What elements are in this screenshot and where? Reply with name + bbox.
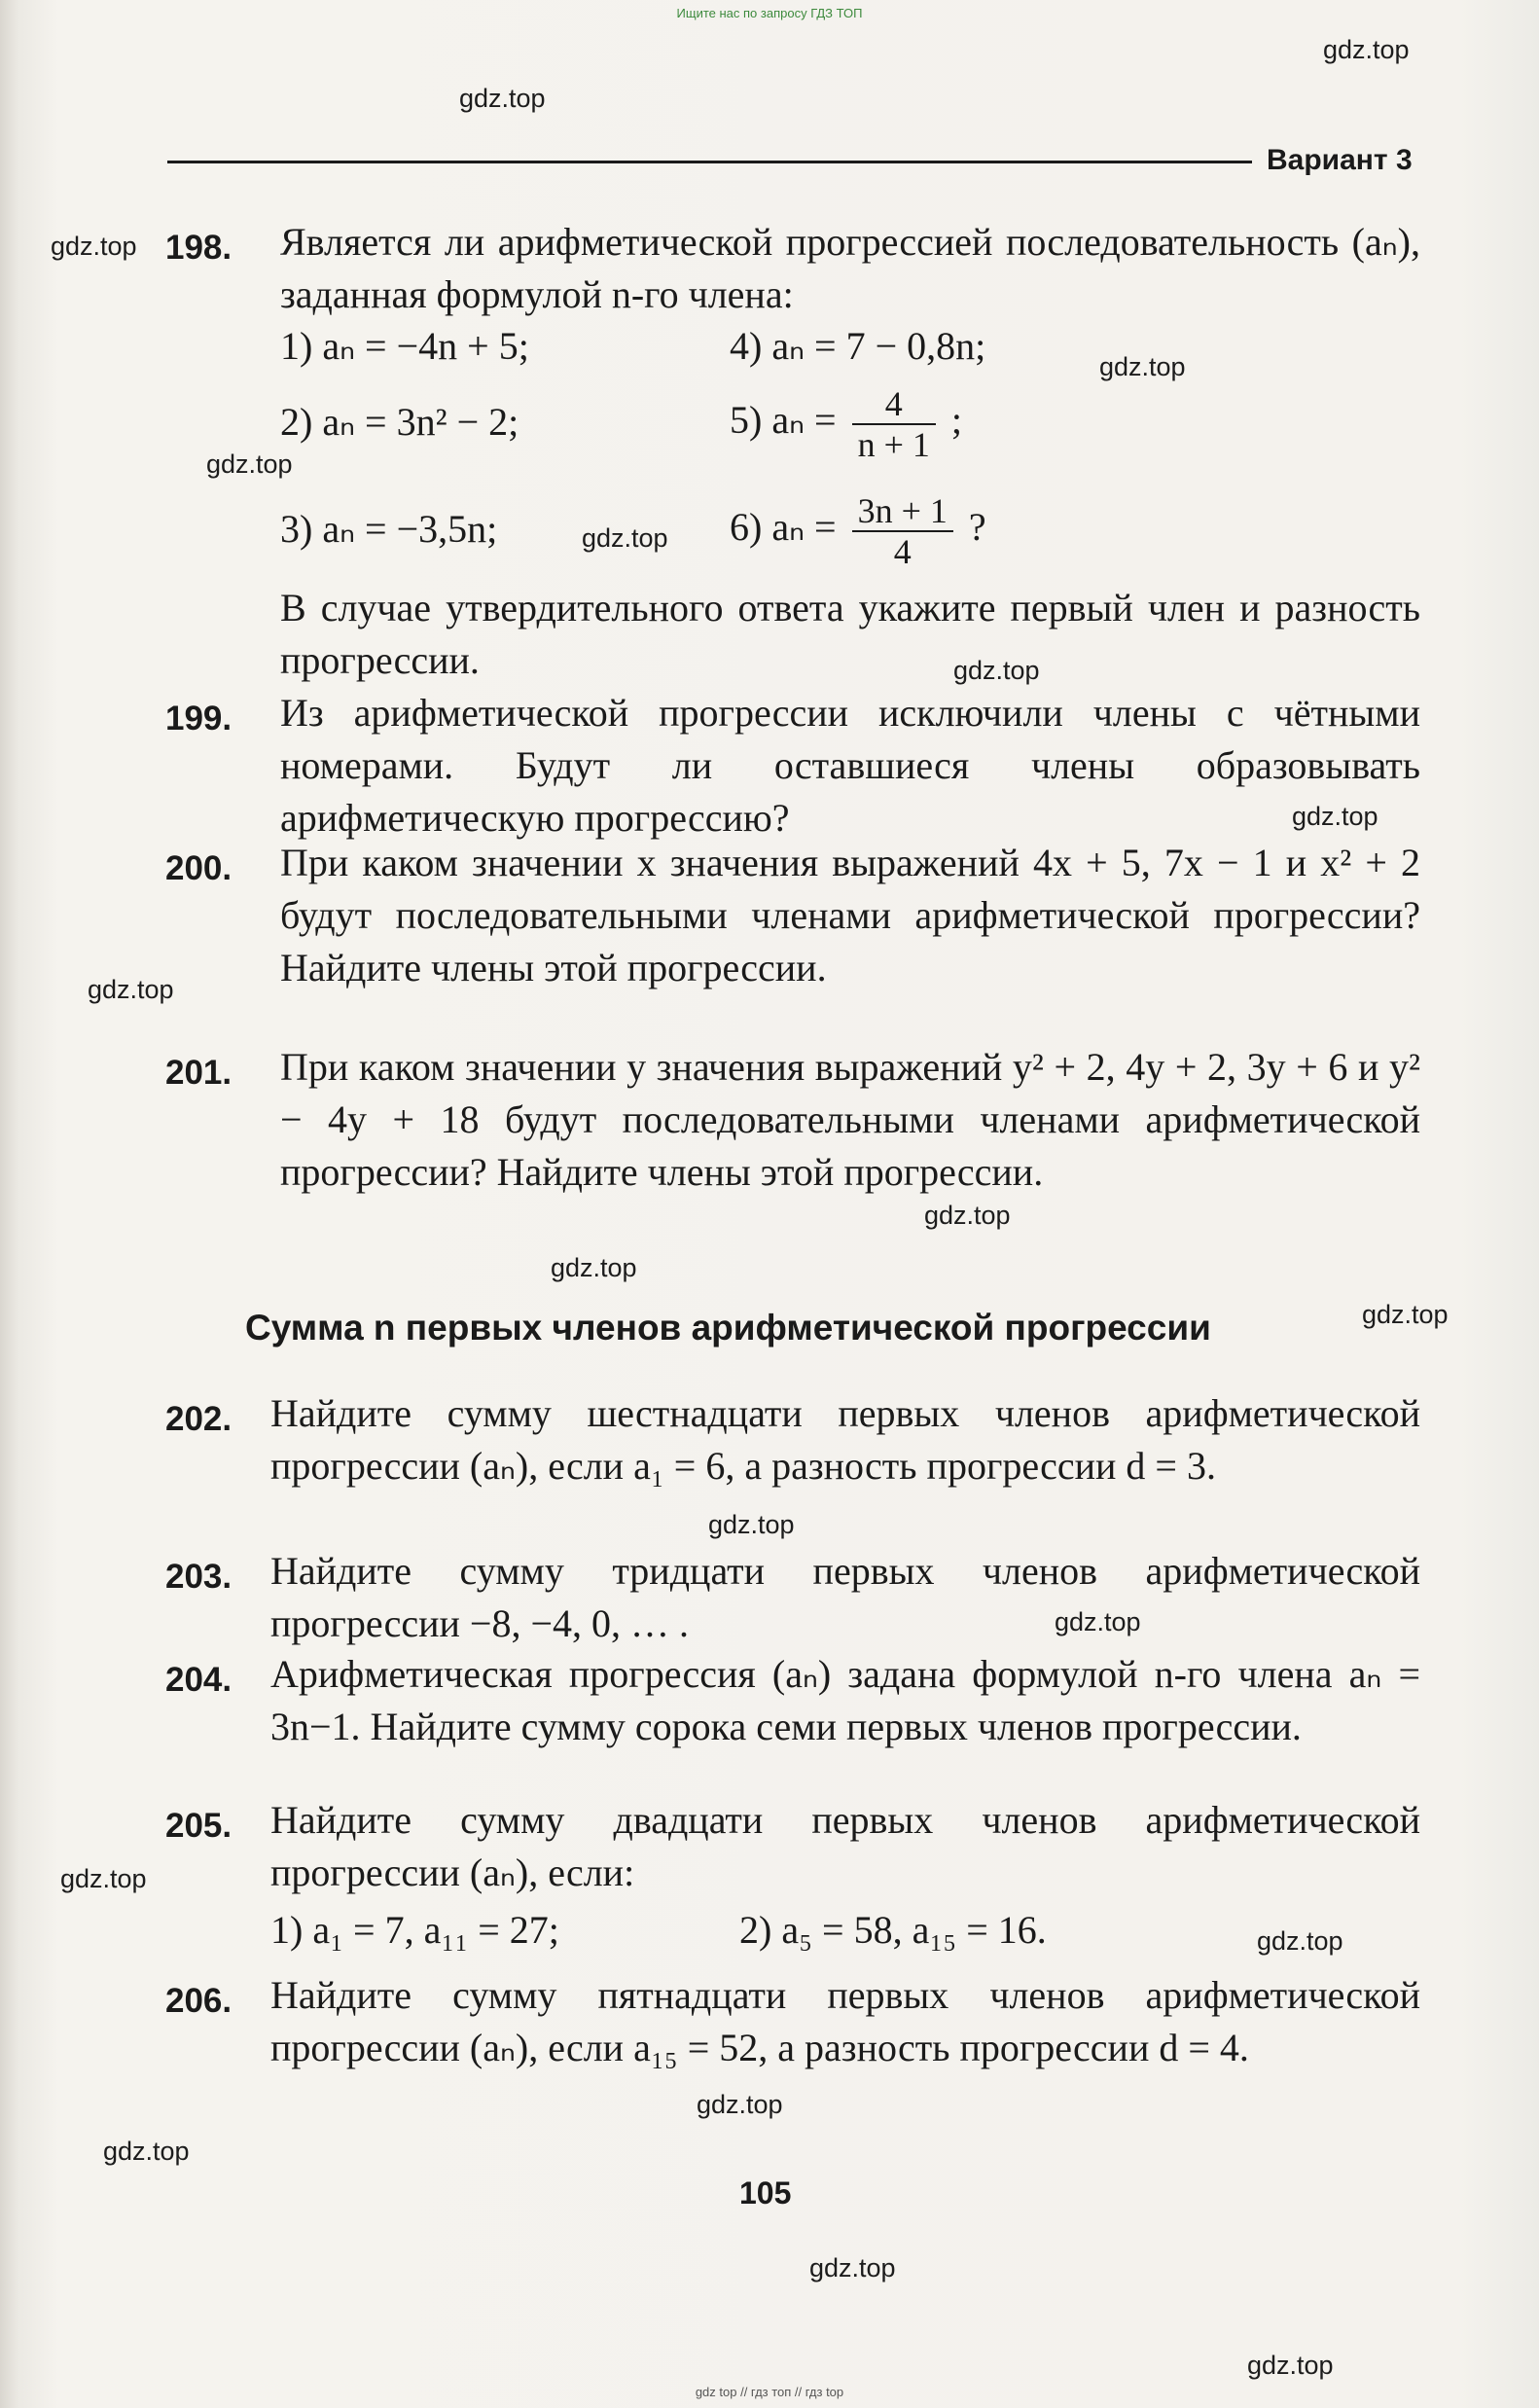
problem-text: Найдите сумму двадцати первых членов арифметической прогрессии (aₙ), если: xyxy=(270,1798,1420,1894)
problem-text: В случае утвердительного ответа укажите первый член и разность прогрессии. xyxy=(280,586,1420,682)
problem-text: При каком значении y значения выражений y² + 2, 4y + 2, 3y + 6 и y² − 4y + 18 будут последовательными членами арифметической прогрессии? Найдите члены этой прогрессии. xyxy=(280,1045,1420,1194)
option-4: 4) aₙ = 7 − 0,8n; xyxy=(730,324,986,368)
fraction xyxy=(852,491,953,571)
problem-number: 203. xyxy=(165,1558,233,1596)
top-banner: Ищите нас по запросу ГДЗ ТОП xyxy=(676,6,863,20)
variant-label: Вариант 3 xyxy=(1267,144,1413,176)
watermark: gdz.top xyxy=(809,2253,896,2282)
page-number: 105 xyxy=(739,2175,792,2210)
bottom-banner: gdz top // гдз топ // гдз top xyxy=(695,2385,844,2399)
watermark: gdz.top xyxy=(1055,1607,1141,1636)
header-rule xyxy=(167,161,1252,163)
fraction xyxy=(852,384,936,464)
option-5-prefix: 5) aₙ = xyxy=(730,398,837,443)
watermark: gdz.top xyxy=(1247,2351,1334,2380)
watermark: gdz.top xyxy=(88,975,174,1004)
problem-number: 199. xyxy=(165,700,233,737)
option-1: 1) a₁ = 7, a₁₁ = 27; xyxy=(270,1908,559,1952)
watermark: gdz.top xyxy=(1292,802,1378,831)
watermark: gdz.top xyxy=(582,523,668,553)
watermark: gdz.top xyxy=(60,1864,147,1893)
watermark: gdz.top xyxy=(1323,35,1410,64)
option-5 xyxy=(730,384,962,464)
fraction-numerator: 3n + 1 xyxy=(852,491,953,532)
problem-200 xyxy=(165,837,1420,994)
watermark: gdz.top xyxy=(708,1510,795,1539)
watermark: gdz.top xyxy=(953,656,1040,685)
option-6 xyxy=(730,491,986,571)
watermark: gdz.top xyxy=(551,1253,637,1282)
watermark: gdz.top xyxy=(1257,1926,1343,1956)
watermark: gdz.top xyxy=(1099,352,1186,381)
problem-199 xyxy=(165,687,1420,845)
problem-205 xyxy=(165,1794,1420,1899)
problem-number: 200. xyxy=(165,849,233,887)
fraction-denominator: n + 1 xyxy=(857,425,930,464)
watermark: gdz.top xyxy=(103,2137,190,2166)
problem-203 xyxy=(165,1545,1420,1650)
option-2: 2) a₅ = 58, a₁₅ = 16. xyxy=(739,1908,1047,1952)
problem-204 xyxy=(165,1648,1420,1753)
problem-text: Найдите сумму пятнадцати первых членов арифметической прогрессии (aₙ), если a₁₅ = 52, а разность прогрессии d = 4. xyxy=(270,1973,1420,2069)
problem-text: Найдите сумму шестнадцати первых членов арифметической прогрессии (aₙ), если a₁ = 6, а разность прогрессии d = 3. xyxy=(270,1391,1420,1488)
watermark: gdz.top xyxy=(924,1201,1011,1230)
problem-text: Найдите сумму тридцати первых членов арифметической прогрессии −8, −4, 0, … . xyxy=(270,1549,1420,1645)
option-3: 3) aₙ = −3,5n; xyxy=(280,507,498,551)
problem-text: Арифметическая прогрессия (aₙ) задана формулой n-го члена aₙ = 3n−1. Найдите сумму сорока семи первых членов прогрессии. xyxy=(270,1652,1420,1748)
problem-198-tail xyxy=(165,582,1420,687)
problem-201 xyxy=(165,1041,1420,1199)
fraction-numerator: 4 xyxy=(852,384,936,425)
problem-206 xyxy=(165,1969,1420,2074)
section-title: Сумма n первых членов арифметической прогрессии xyxy=(245,1308,1211,1348)
option-6-prefix: 6) aₙ = xyxy=(730,505,837,550)
problem-number: 206. xyxy=(165,1982,233,2020)
watermark: gdz.top xyxy=(51,232,137,261)
fraction-denominator: 4 xyxy=(893,532,912,571)
watermark: gdz.top xyxy=(1362,1300,1449,1329)
watermark: gdz.top xyxy=(459,84,546,113)
watermark: gdz.top xyxy=(206,449,293,479)
option-5-suffix: ; xyxy=(950,398,963,443)
problem-number: 204. xyxy=(165,1661,233,1699)
problem-number: 205. xyxy=(165,1807,233,1845)
problem-text: Из арифметической прогрессии исключили члены с чётными номерами. Будут ли оставшиеся члены образовывать арифметическую прогрессию? xyxy=(280,691,1420,840)
problem-text: При каком значении x значения выражений 4x + 5, 7x − 1 и x² + 2 будут последовательными членами арифметической прогрессии? Найдите члены этой прогрессии. xyxy=(280,841,1420,989)
problem-text: Является ли арифметической прогрессией последовательность (aₙ), заданная формулой n-го члена: xyxy=(280,220,1420,316)
problem-number: 202. xyxy=(165,1400,233,1438)
option-2: 2) aₙ = 3n² − 2; xyxy=(280,400,519,444)
option-6-suffix: ? xyxy=(968,505,986,550)
problem-198 xyxy=(165,216,1420,321)
problem-number: 198. xyxy=(165,229,233,267)
watermark: gdz.top xyxy=(697,2090,783,2119)
problem-number: 201. xyxy=(165,1054,233,1092)
option-1: 1) aₙ = −4n + 5; xyxy=(280,324,529,368)
problem-202 xyxy=(165,1387,1420,1492)
